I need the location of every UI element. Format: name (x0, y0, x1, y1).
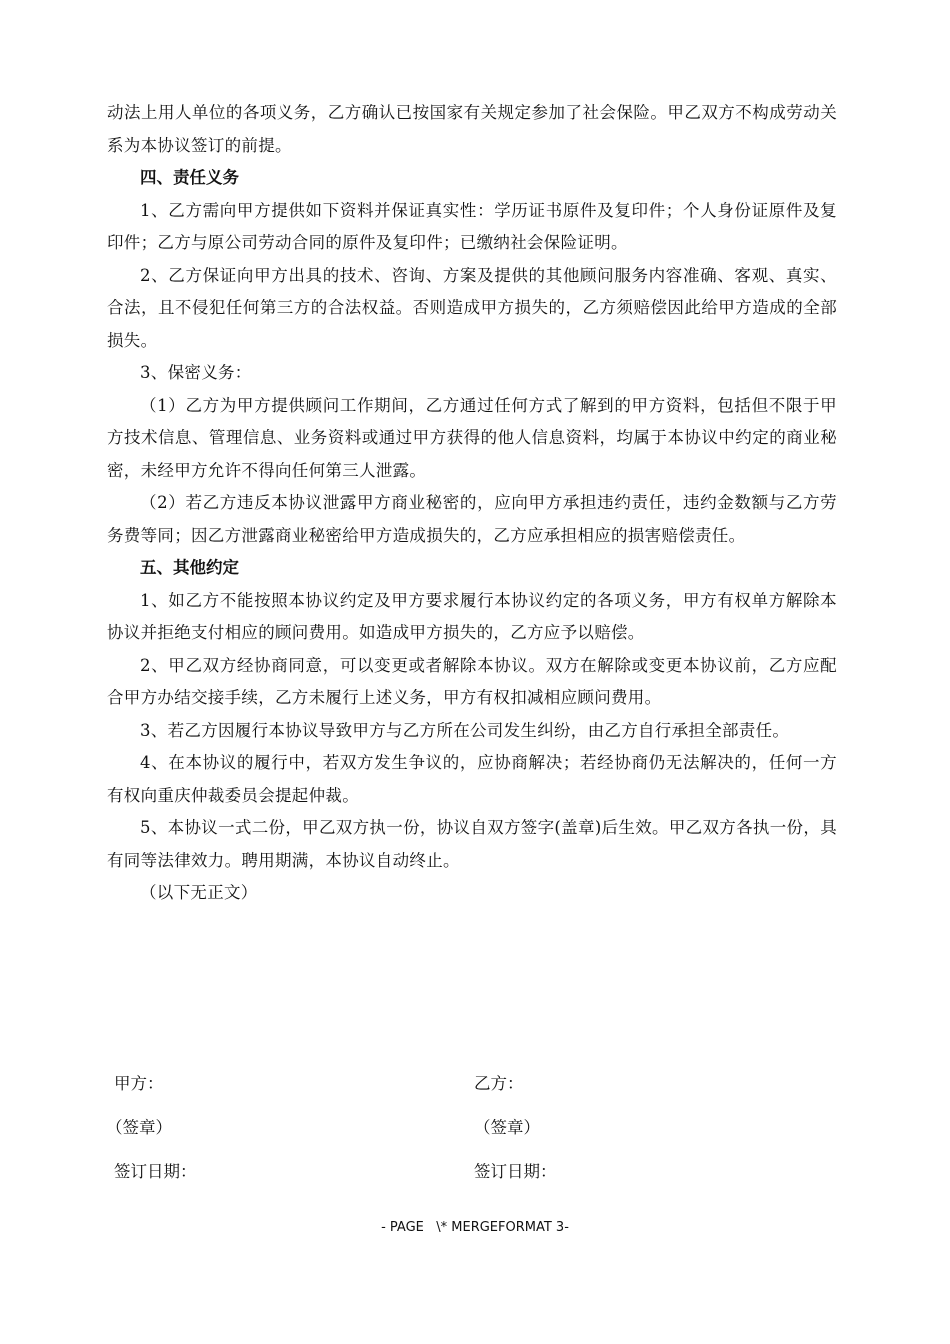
paragraph-confidentiality-1: （1）乙方为甲方提供顾问工作期间，乙方通过任何方式了解到的甲方资料，包括但不限于甲方技术信息、管理信息、业务资料或通过甲方获得的他人信息资料，均属于本协议中约定的商业秘密，未经甲方允许不得向任何第三人泄露。 (107, 395, 837, 480)
paragraph-end-note: （以下无正文） (140, 883, 258, 902)
paragraph-other-4: 4、在本协议的履行中，若双方发生争议的，应协商解决；若经协商仍无法解决的，任何一方有权向重庆仲裁委员会提起仲裁。 (107, 753, 837, 805)
party-b-date: 签订日期： (474, 1162, 557, 1181)
paragraph-other-2: 2、甲乙双方经协商同意，可以变更或者解除本协议。双方在解除或变更本协议前，乙方应配合甲方办结交接手续，乙方未履行上述义务，甲方有权扣减相应顾问费用。 (107, 655, 837, 707)
party-b-label: 乙方： (474, 1074, 524, 1093)
section-heading-duties: 四、责任义务 (140, 168, 239, 187)
document-body (107, 97, 837, 910)
signature-block (106, 1060, 834, 1192)
party-a-seal: （签章） (106, 1118, 172, 1137)
paragraph-duty-1: 1、乙方需向甲方提供如下资料并保证真实性：学历证书原件及复印件；个人身份证原件及复印件；乙方与原公司劳动合同的原件及复印件；已缴纳社会保险证明。 (107, 200, 837, 252)
paragraph-duty-3: 3、保密义务： (140, 363, 252, 382)
paragraph-intro: 动法上用人单位的各项义务，乙方确认已按国家有关规定参加了社会保险。甲乙双方不构成劳动关系为本协议签订的前提。 (107, 103, 837, 155)
page-footer: - PAGE \* MERGEFORMAT 3- (381, 1220, 569, 1235)
paragraph-confidentiality-2: （2）若乙方违反本协议泄露甲方商业秘密的，应向甲方承担违约责任，违约金数额与乙方劳务费等同；因乙方泄露商业秘密给甲方造成损失的，乙方应承担相应的损害赔偿责任。 (107, 493, 837, 545)
party-a-label: 甲方： (114, 1074, 164, 1093)
party-b-seal: （签章） (474, 1118, 540, 1137)
signature-row-party (114, 1060, 834, 1104)
signature-row-seal (106, 1104, 834, 1148)
signature-row-date (114, 1148, 834, 1192)
section-heading-other: 五、其他约定 (140, 558, 239, 577)
paragraph-other-3: 3、若乙方因履行本协议导致甲方与乙方所在公司发生纠纷，由乙方自行承担全部责任。 (140, 720, 790, 740)
paragraph-duty-2: 2、乙方保证向甲方出具的技术、咨询、方案及提供的其他顾问服务内容准确、客观、真实、合法，且不侵犯任何第三方的合法权益。否则造成甲方损失的，乙方须赔偿因此给甲方造成的全部损失。 (107, 265, 837, 350)
paragraph-other-1: 1、如乙方不能按照本协议约定及甲方要求履行本协议约定的各项义务，甲方有权单方解除本协议并拒绝支付相应的顾问费用。如造成甲方损失的，乙方应予以赔偿。 (107, 590, 837, 642)
party-a-date: 签订日期： (114, 1162, 197, 1181)
paragraph-other-5: 5、本协议一式二份，甲乙双方执一份，协议自双方签字(盖章)后生效。甲乙双方各执一份，具有同等法律效力。聘用期满，本协议自动终止。 (107, 818, 837, 870)
